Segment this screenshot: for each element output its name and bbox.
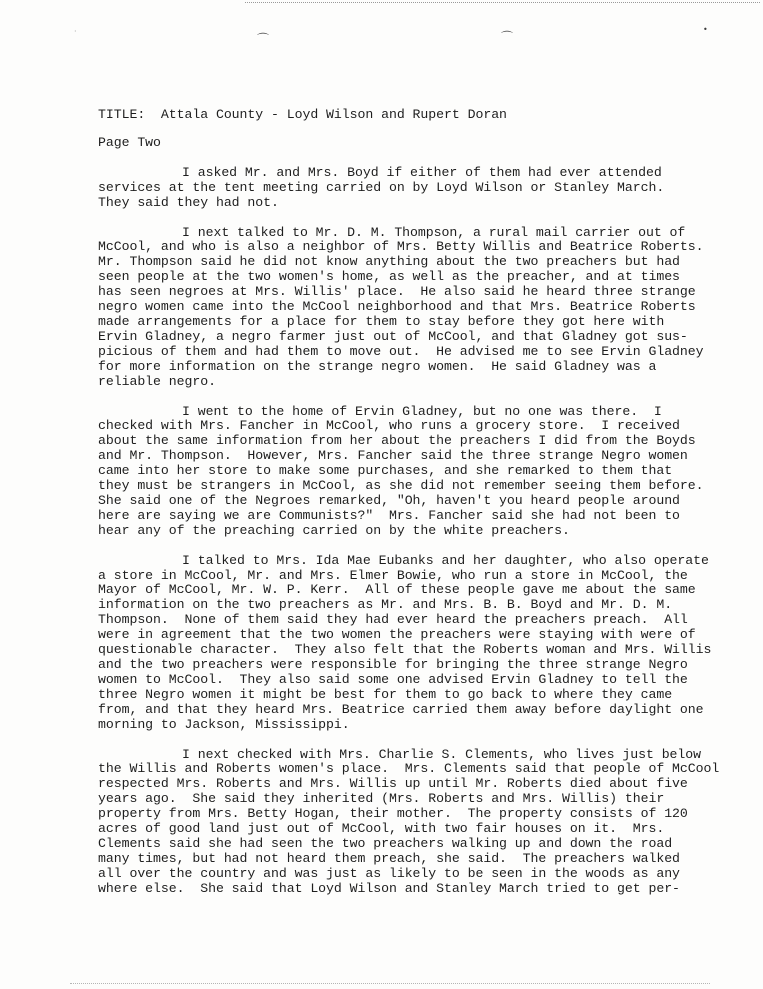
- paragraph-line: women to McCool. They also said some one advised Ervin Gladney to tell the: [98, 671, 688, 687]
- paragraph-line: I next talked to Mr. D. M. Thompson, a rural mail carrier out of: [182, 224, 686, 240]
- paragraph-line: the Willis and Roberts women's place. Mrs. Clements said that people of McCool: [98, 761, 720, 777]
- paragraph-line: were in agreement that the two women the preachers were staying with were of: [98, 627, 696, 643]
- paragraph-line: hear any of the preaching carried on by the white preachers.: [98, 522, 570, 538]
- paragraph-line: all over the country and was just as likely to be seen in the woods as any: [98, 865, 680, 881]
- paragraph-line: McCool, and who is also a neighbor of Mrs. Betty Willis and Beatrice Roberts.: [98, 239, 704, 255]
- paragraph-line: I talked to Mrs. Ida Mae Eubanks and her daughter, who also operate: [182, 552, 709, 568]
- paragraph-line: seen people at the two women's home, as well as the preacher, and at times: [98, 269, 680, 285]
- paragraph-line: from, and that they heard Mrs. Beatrice carried them away before daylight one: [98, 701, 704, 717]
- paragraph-line: for more information on the strange negro women. He said Gladney was a: [98, 358, 657, 374]
- paragraph-line: three Negro women it might be best for them to go back to where they came: [98, 686, 673, 702]
- paragraph-line: I went to the home of Ervin Gladney, but no one was there. I: [182, 403, 662, 419]
- paragraph-line: about the same information from her about the preachers I did from the Boyds: [98, 433, 696, 449]
- binding-mark-right: ⌒: [501, 30, 514, 44]
- paragraph-line: where else. She said that Loyd Wilson and Stanley March tried to get per-: [98, 880, 680, 896]
- top-punch-edge: [245, 2, 760, 5]
- bottom-punch-edge: [70, 983, 710, 986]
- paragraph-line: I asked Mr. and Mrs. Boyd if either of them had ever attended: [182, 164, 662, 180]
- page-label: Page Two: [98, 134, 161, 150]
- paragraph-4: [98, 552, 712, 733]
- binding-mark-left: ⌒: [257, 32, 270, 46]
- paragraph-1: [98, 166, 698, 211]
- paragraph-line: Mayor of McCool, Mr. W. P. Kerr. All of these people gave me about the same: [98, 582, 696, 598]
- paragraph-line: many times, but had not heard them preach, she said. The preachers walked: [98, 850, 680, 866]
- paragraph-line: years ago. She said they inherited (Mrs. Roberts and Mrs. Willis) their: [98, 791, 665, 807]
- paragraph-line: They said they had not.: [98, 194, 279, 210]
- paragraph-line: here are saying we are Communists?" Mrs. Fancher said she had not been to: [98, 507, 680, 523]
- paragraph-line: Clements said she had seen the two preachers walking up and down the road: [98, 835, 673, 851]
- paragraph-line: property from Mrs. Betty Hogan, their mother. The property consists of 120: [98, 806, 688, 822]
- paragraph-line: checked with Mrs. Fancher in McCool, who runs a grocery store. I received: [98, 418, 680, 434]
- paragraph-line: negro women came into the McCool neighborhood and that Mrs. Beatrice Roberts: [98, 299, 696, 315]
- paragraph-5: [98, 746, 720, 897]
- paragraph-line: questionable character. They also felt that the Roberts woman and Mrs. Willis: [98, 642, 712, 658]
- paragraph-line: acres of good land just out of McCool, with two fair houses on it. Mrs.: [98, 821, 665, 837]
- paragraph-line: came into her store to make some purchases, and she remarked to them that: [98, 463, 673, 479]
- paragraph-line: picious of them and had them to move out. He advised me to see Ervin Gladney: [98, 343, 704, 359]
- paragraph-line: Thompson. None of them said they had ever heard the preachers preach. All: [98, 612, 688, 628]
- paragraph-line: has seen negroes at Mrs. Willis' place. He also said he heard three strange: [98, 284, 696, 300]
- paragraph-line: morning to Jackson, Mississippi.: [98, 716, 350, 732]
- paragraph-line: and Mr. Thompson. However, Mrs. Fancher said the three strange Negro women: [98, 448, 688, 464]
- paragraph-line: a store in McCool, Mr. and Mrs. Elmer Bowie, who run a store in McCool, the: [98, 567, 688, 583]
- speck-mark: •: [703, 25, 708, 34]
- document-title: TITLE: Attala County - Loyd Wilson and Rupert Doran: [98, 107, 507, 122]
- paragraph-line: reliable negro.: [98, 373, 216, 389]
- paragraph-line: I next checked with Mrs. Charlie S. Clements, who lives just below: [182, 746, 702, 762]
- paragraph-3: [98, 403, 704, 539]
- document-body: [98, 107, 720, 912]
- paragraph-line: Mr. Thompson said he did not know anything about the two preachers but had: [98, 254, 680, 270]
- paragraph-2: [98, 224, 704, 390]
- paragraph-line: Ervin Gladney, a negro farmer just out of McCool, and that Gladney got sus-: [98, 328, 688, 344]
- paragraph-line: respected Mrs. Roberts and Mrs. Willis up until Mr. Roberts died about five: [98, 776, 688, 792]
- paragraph-line: She said one of the Negroes remarked, "Oh, haven't you heard people around: [98, 492, 680, 508]
- paragraph-line: they must be strangers in McCool, as she did not remember seeing them before.: [98, 478, 704, 494]
- paragraph-line: services at the tent meeting carried on by Loyd Wilson or Stanley March.: [98, 179, 665, 195]
- paragraph-line: and the two preachers were responsible for bringing the three strange Negro: [98, 657, 688, 672]
- margin-speck: ·: [74, 27, 77, 36]
- paragraph-line: information on the two preachers as Mr. and Mrs. B. B. Boyd and Mr. D. M.: [98, 597, 673, 613]
- paragraph-line: made arrangements for a place for them to stay before they got here with: [98, 313, 665, 329]
